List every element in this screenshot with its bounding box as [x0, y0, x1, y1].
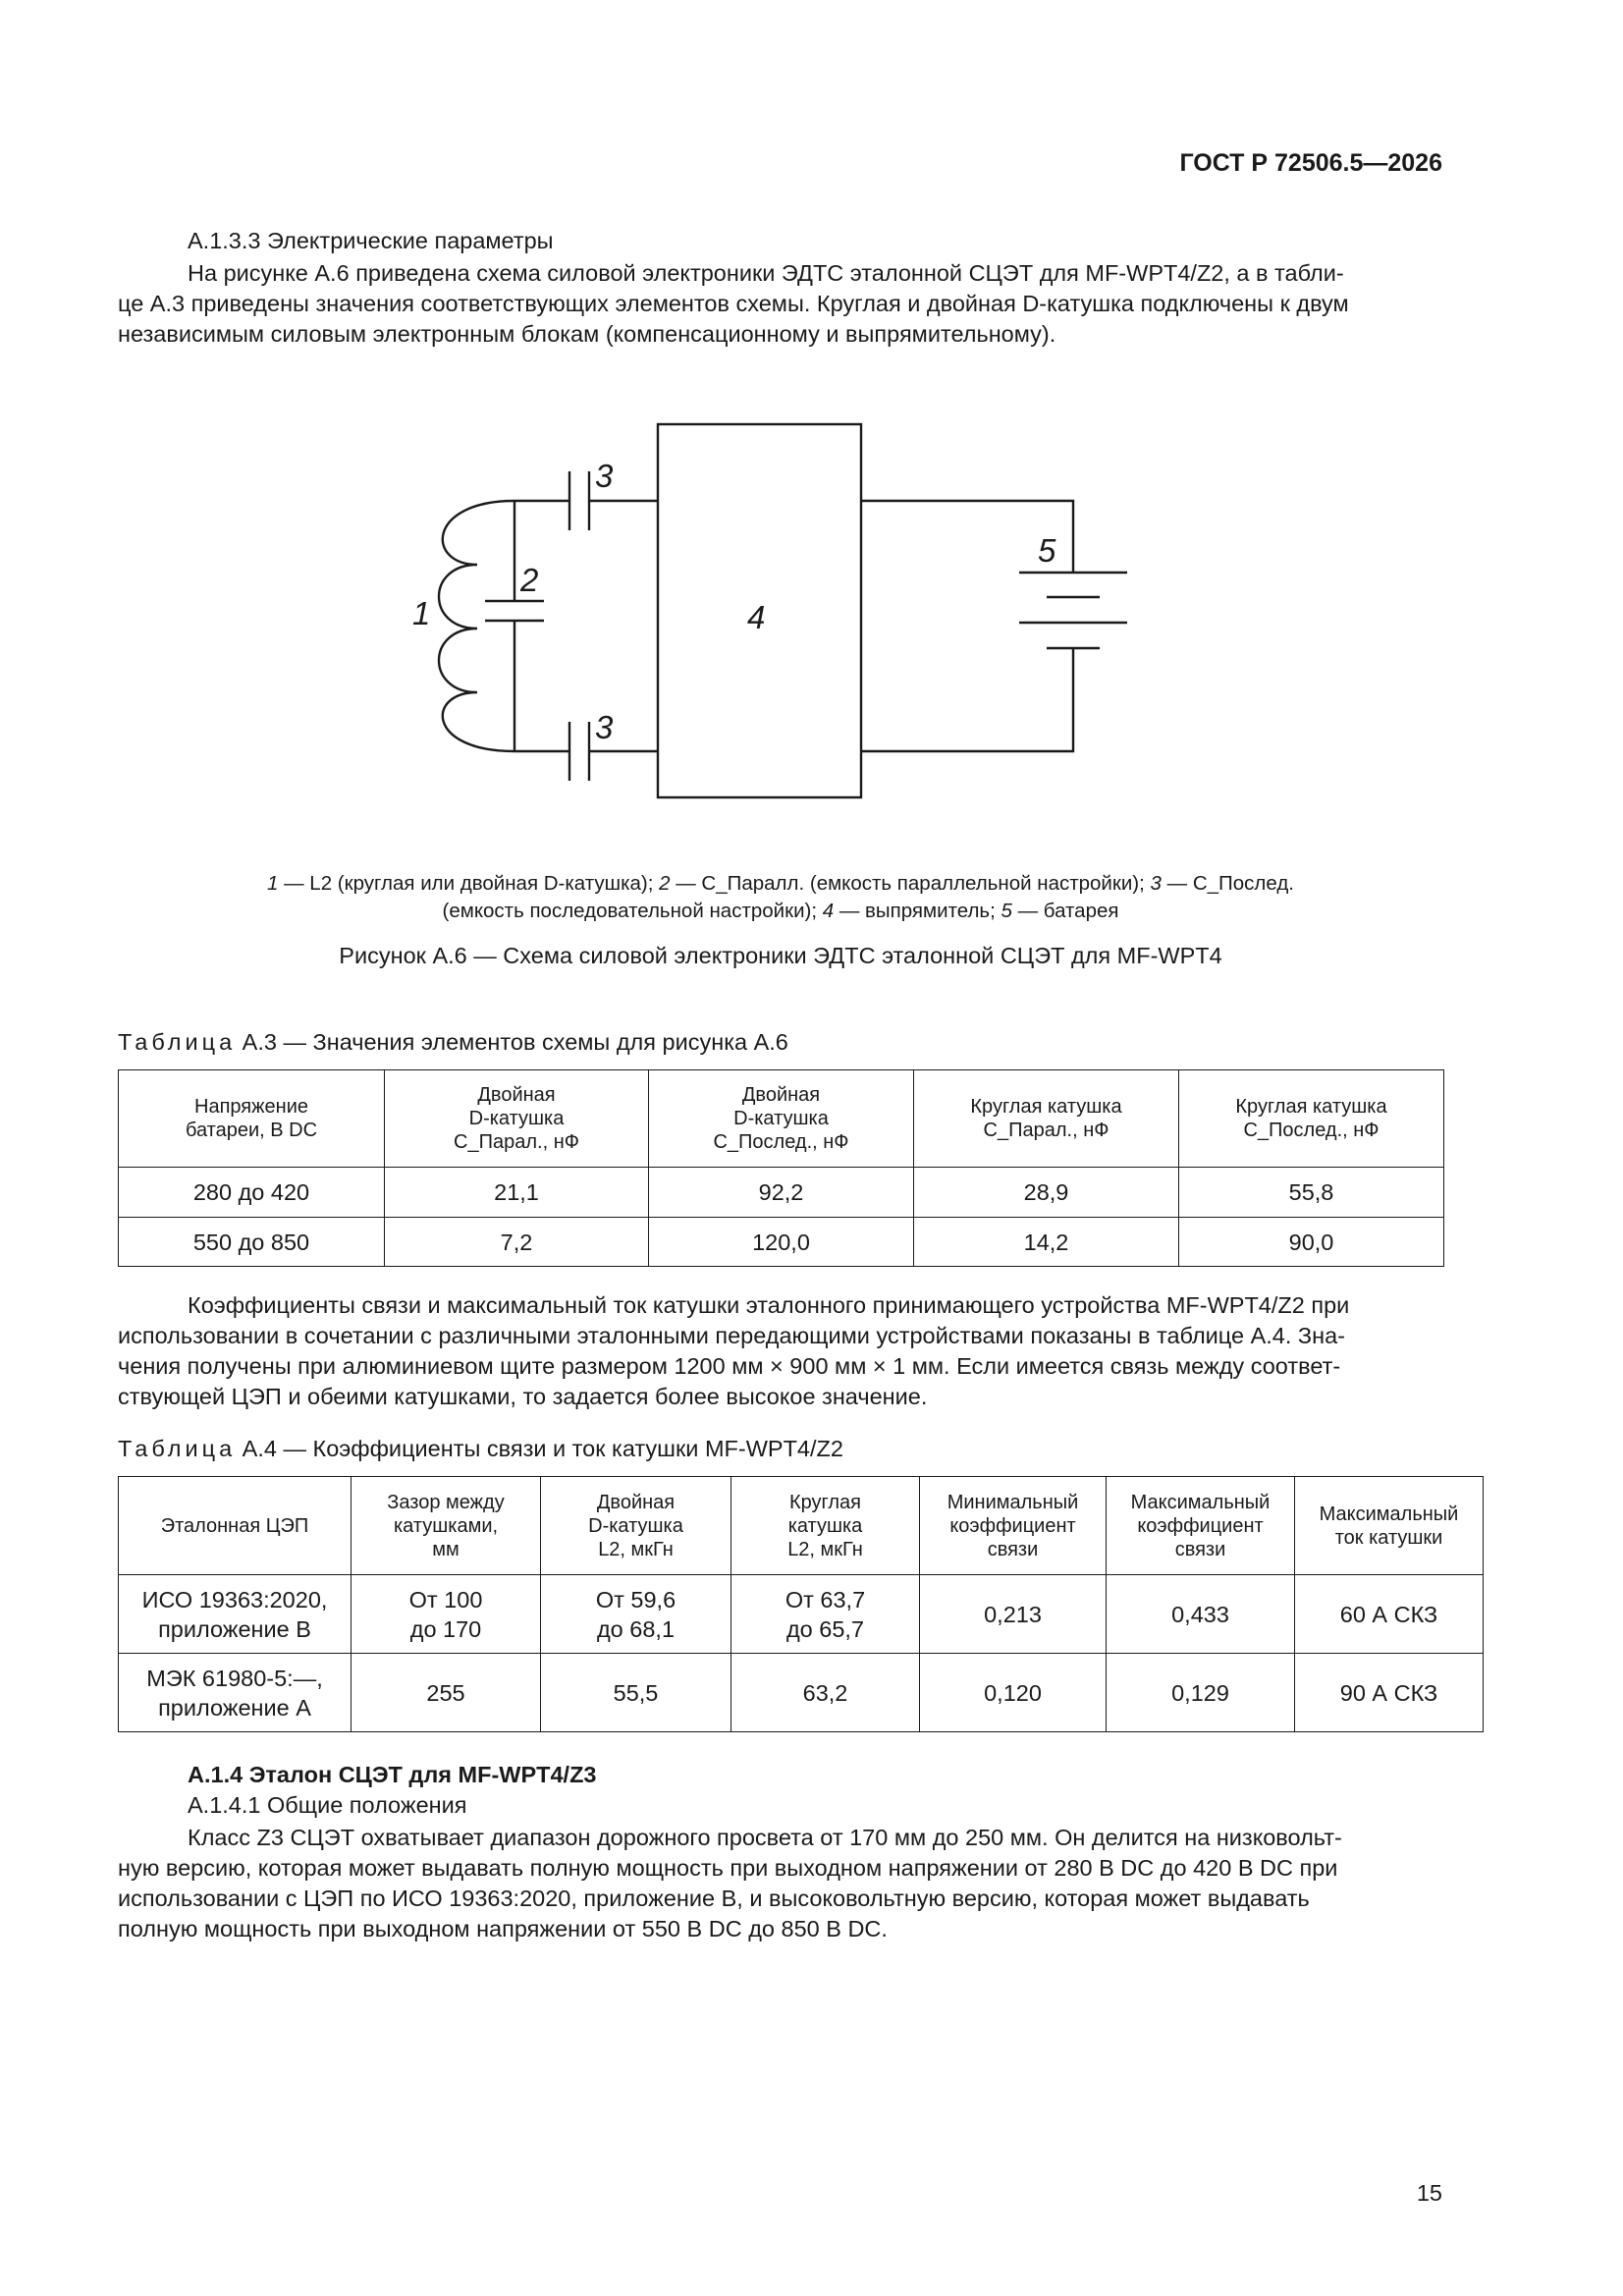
- legend-line-2: (емкость последовательной настройки); 4 — выпрямитель; 5 — батарея: [442, 900, 1119, 922]
- paragraph-line: ствующей ЦЭП и обеими катушками, то задается более высокое значение.: [118, 1384, 928, 1409]
- header-cell: Минимальный коэффициент связи: [920, 1477, 1107, 1575]
- power-electronics-schematic: [0, 0, 1623, 864]
- header-cell: Максимальный ток катушки: [1295, 1477, 1484, 1575]
- section-heading-a133: А.1.3.3 Электрические параметры: [188, 228, 554, 253]
- table-cell: 120,0: [649, 1218, 914, 1267]
- table-cell: 55,5: [541, 1654, 731, 1732]
- table-cell: 255: [352, 1654, 541, 1732]
- table-cell: 55,8: [1179, 1168, 1444, 1218]
- document-code: ГОСТ Р 72506.5—2026: [1179, 149, 1442, 177]
- figure-legend: [118, 870, 1443, 925]
- table-cell: От 100 до 170: [352, 1575, 541, 1654]
- header-cell: Круглая катушка C_Послед., нФ: [1179, 1070, 1444, 1168]
- table-a3-caption: Таблица А.3 — Значения элементов схемы для рисунка А.6: [118, 1029, 788, 1055]
- section-subheading-a141: А.1.4.1 Общие положения: [188, 1792, 467, 1818]
- label-coil: 1: [412, 595, 431, 631]
- table-cell: 28,9: [914, 1168, 1179, 1218]
- table-cell: 21,1: [385, 1168, 649, 1218]
- table-row: [119, 1575, 1484, 1654]
- paragraph-coupling: [118, 1290, 1443, 1412]
- header-cell: Зазор между катушками, мм: [352, 1477, 541, 1575]
- table-cell: 92,2: [649, 1168, 914, 1218]
- section-heading-a14: А.1.4 Эталон СЦЭТ для MF-WPT4/Z3: [188, 1762, 597, 1787]
- header-cell: Круглая катушка L2, мкГн: [731, 1477, 920, 1575]
- table-cell: 0,129: [1107, 1654, 1295, 1732]
- table-cell: МЭК 61980-5:—, приложение А: [119, 1654, 352, 1732]
- table-cell: От 59,6 до 68,1: [541, 1575, 731, 1654]
- table-cell: От 63,7 до 65,7: [731, 1575, 920, 1654]
- paragraph-line: Коэффициенты связи и максимальный ток катушки эталонного принимающего устройства MF-WPT4/Z2 при: [188, 1292, 1350, 1318]
- paragraph-line: це А.3 приведены значения соответствующих элементов схемы. Круглая и двойная D-катушка подключены к двум: [118, 291, 1349, 316]
- header-cell: Двойная D-катушка C_Парал., нФ: [385, 1070, 649, 1168]
- label-cap-parallel: 2: [520, 562, 539, 598]
- paragraph-line: полную мощность при выходном напряжении от 550 В DC до 850 В DC.: [118, 1916, 888, 1941]
- header-cell: Эталонная ЦЭП: [119, 1477, 352, 1575]
- table-header-row: [119, 1070, 1444, 1168]
- table-cell: 63,2: [731, 1654, 920, 1732]
- table-cell: 0,433: [1107, 1575, 1295, 1654]
- paragraph-line: использовании в сочетании с различными эталонными передающими устройствами показаны в таблице А.4. Зна-: [118, 1323, 1345, 1348]
- table-cell: 90 А СКЗ: [1295, 1654, 1484, 1732]
- table-cell: 90,0: [1179, 1218, 1444, 1267]
- coil-symbol: [439, 501, 514, 751]
- table-cell: 0,213: [920, 1575, 1107, 1654]
- table-header-row: [119, 1477, 1484, 1575]
- paragraph-line: Класс Z3 СЦЭТ охватывает диапазон дорожного просвета от 170 мм до 250 мм. Он делится на низковольт-: [188, 1825, 1342, 1850]
- paragraph-line: чения получены при алюминиевом щите размером 1200 мм × 900 мм × 1 мм. Если имеется связь между соответ-: [118, 1353, 1341, 1379]
- legend-line-1: 1 — L2 (круглая или двойная D-катушка); 2 — C_Паралл. (емкость параллельной настройки); 3 — C_Послед.: [267, 872, 1294, 895]
- table-cell: ИСО 19363:2020, приложение В: [119, 1575, 352, 1654]
- label-battery: 5: [1038, 532, 1056, 569]
- table-cell: 60 А СКЗ: [1295, 1575, 1484, 1654]
- table-row: [119, 1654, 1484, 1732]
- table-row: [119, 1168, 1444, 1218]
- header-cell: Двойная D-катушка L2, мкГн: [541, 1477, 731, 1575]
- label-rectifier: 4: [747, 599, 766, 635]
- paragraph-line: На рисунке А.6 приведена схема силовой электроники ЭДТС эталонной СЦЭТ для MF-WPT4/Z2, а в табли-: [188, 260, 1344, 286]
- header-cell: Двойная D-катушка C_Послед., нФ: [649, 1070, 914, 1168]
- table-cell: 280 до 420: [119, 1168, 385, 1218]
- table-cell: 7,2: [385, 1218, 649, 1267]
- table-a4-caption: Таблица А.4 — Коэффициенты связи и ток катушки MF-WPT4/Z2: [118, 1436, 843, 1461]
- label-cap-series-top: 3: [595, 458, 614, 494]
- table-a4: [118, 1476, 1484, 1732]
- figure-caption: Рисунок А.6 — Схема силовой электроники ЭДТС эталонной СЦЭТ для MF-WPT4: [339, 943, 1222, 968]
- page-number: 15: [1416, 2180, 1442, 2206]
- header-cell: Круглая катушка C_Парал., нФ: [914, 1070, 1179, 1168]
- paragraph-line: независимым силовым электронным блокам (компенсационному и выпрямительному).: [118, 321, 1056, 347]
- table-row: [119, 1218, 1444, 1267]
- label-cap-series-bottom: 3: [595, 709, 614, 745]
- paragraph-line: использовании с ЦЭП по ИСО 19363:2020, приложение В, и высоковольтную версию, которая может выдавать: [118, 1886, 1310, 1911]
- table-a3: [118, 1069, 1444, 1267]
- header-cell: Максимальный коэффициент связи: [1107, 1477, 1295, 1575]
- header-cell: Напряжение батареи, В DC: [119, 1070, 385, 1168]
- paragraph-line: ную версию, которая может выдавать полную мощность при выходном напряжении от 280 В DC до 420 В DC при: [118, 1855, 1338, 1881]
- table-cell: 0,120: [920, 1654, 1107, 1732]
- table-cell: 14,2: [914, 1218, 1179, 1267]
- paragraph-a141: [118, 1823, 1443, 1944]
- table-cell: 550 до 850: [119, 1218, 385, 1267]
